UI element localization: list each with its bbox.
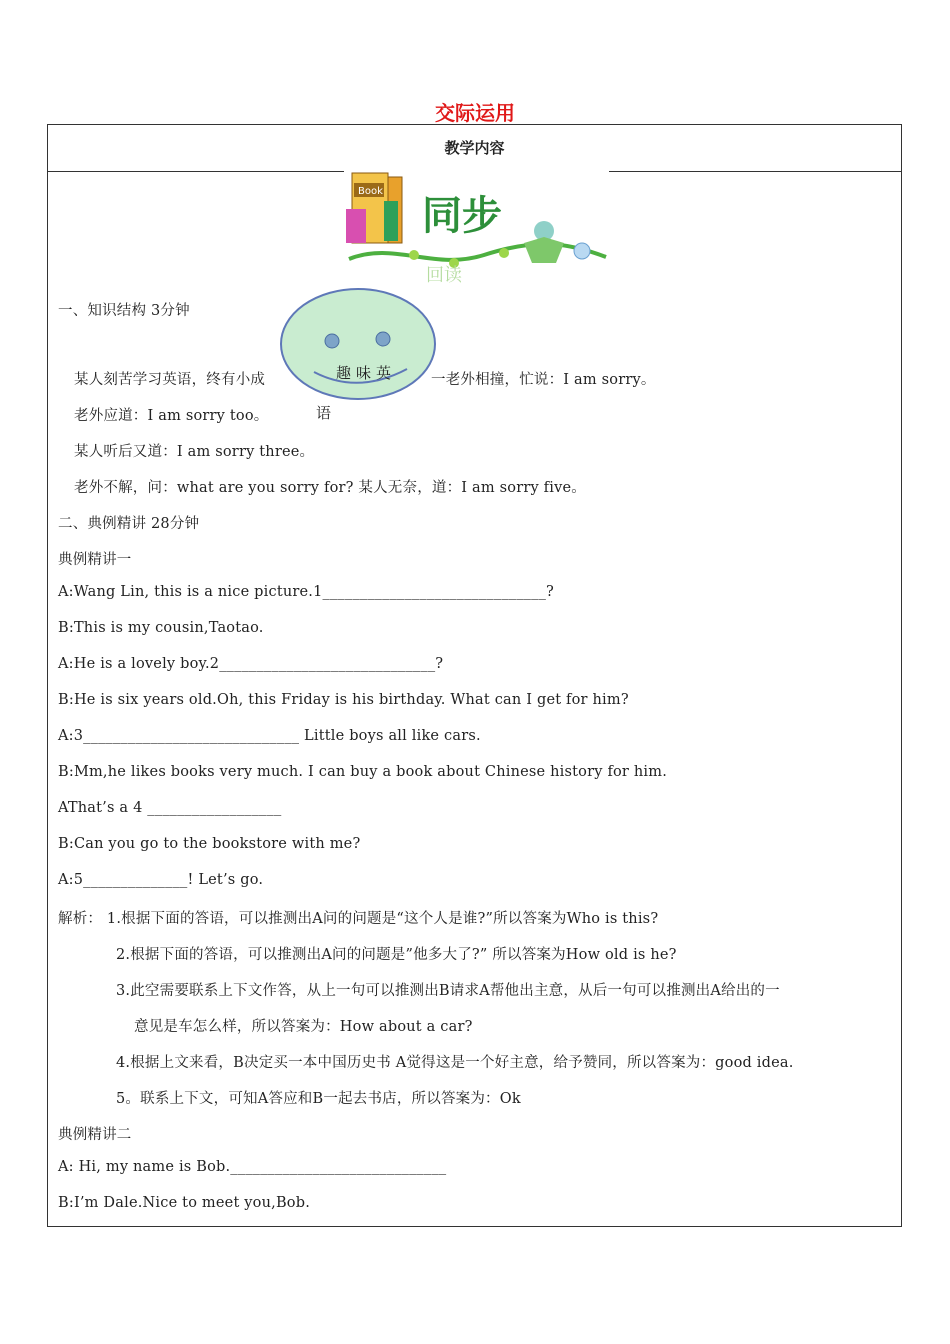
story-line-1a: 某人刻苦学习英语，终有小成 [74, 372, 266, 388]
banner-subtext: 回读 [426, 265, 462, 286]
section-heading-1: 一、知识结构 3分钟 [58, 303, 190, 319]
dialogue-line: A:Wang Lin, this is a nice picture.1______________________________? [58, 584, 555, 600]
dialogue-line: B:He is six years old.Oh, this Friday is his birthday. What can I get for him? [58, 692, 629, 708]
dialogue-line: A:3_____________________________ Little boys all like cars. [58, 728, 481, 744]
analysis-line-3: 3.此空需要联系上下文作答，从上一句可以推测出B请求A帮他出主意，从后一句可以推测出A给出的一 [116, 983, 780, 999]
dialogue-line: B:Can you go to the bookstore with me? [58, 836, 361, 852]
story-line-3: 某人听后又道：I am sorry three。 [74, 444, 315, 460]
analysis-line-3-cont: 意见是车怎么样，所以答案为：How about a car? [134, 1019, 473, 1035]
smiley-text: 趣味英 [336, 364, 397, 382]
dialogue-line: AThat’s a 4 __________________ [58, 800, 282, 816]
example-heading-1: 典例精讲一 [58, 552, 132, 568]
story-line-1b: 一老外相撞，忙说：I am sorry。 [431, 372, 656, 388]
analysis-line-5: 5。联系上下文，可知A答应和B一起去书店，所以答案为：Ok [116, 1091, 521, 1107]
book-label: Book [358, 186, 383, 197]
story-line-2: 老外应道：I am sorry too。 [74, 408, 269, 424]
analysis-line-1: 解析： 1.根据下面的答语，可以推测出A问的问题是“这个人是谁?”所以答案为Who is this? [58, 911, 659, 927]
dialogue-line: B:This is my cousin,Taotao. [58, 620, 264, 636]
story-line-4: 老外不解，问：what are you sorry for? 某人无奈，道：I am sorry five。 [74, 480, 586, 496]
analysis-line-4: 4.根据上文来看，B决定买一本中国历史书 A觉得这是一个好主意，给予赞同，所以答案为：good idea. [116, 1055, 794, 1071]
smiley-face-icon [279, 287, 437, 402]
section-heading-2: 二、典例精讲 28分钟 [58, 516, 200, 532]
example-heading-2: 典例精讲二 [58, 1127, 132, 1143]
banner-text: 同步 [422, 193, 502, 239]
dialogue-line: B:Mm,he likes books very much. I can buy a book about Chinese history for him. [58, 764, 668, 780]
page-title: 交际运用 [435, 101, 515, 125]
smiley-text-2: 语 [316, 404, 332, 422]
content-table [47, 124, 902, 1227]
table-header: 教学内容 [48, 125, 901, 172]
dialogue-line: B:I’m Dale.Nice to meet you,Bob. [58, 1195, 311, 1211]
dialogue-line: A:5______________! Let’s go. [58, 872, 264, 888]
dialogue-line: A: Hi, my name is Bob._____________________________ [58, 1159, 447, 1175]
banner-illustration [344, 171, 609, 286]
dialogue-line: A:He is a lovely boy.2_____________________________? [58, 656, 444, 672]
analysis-line-2: 2.根据下面的答语，可以推测出A问的问题是”他多大了?” 所以答案为How old is he? [116, 947, 677, 963]
